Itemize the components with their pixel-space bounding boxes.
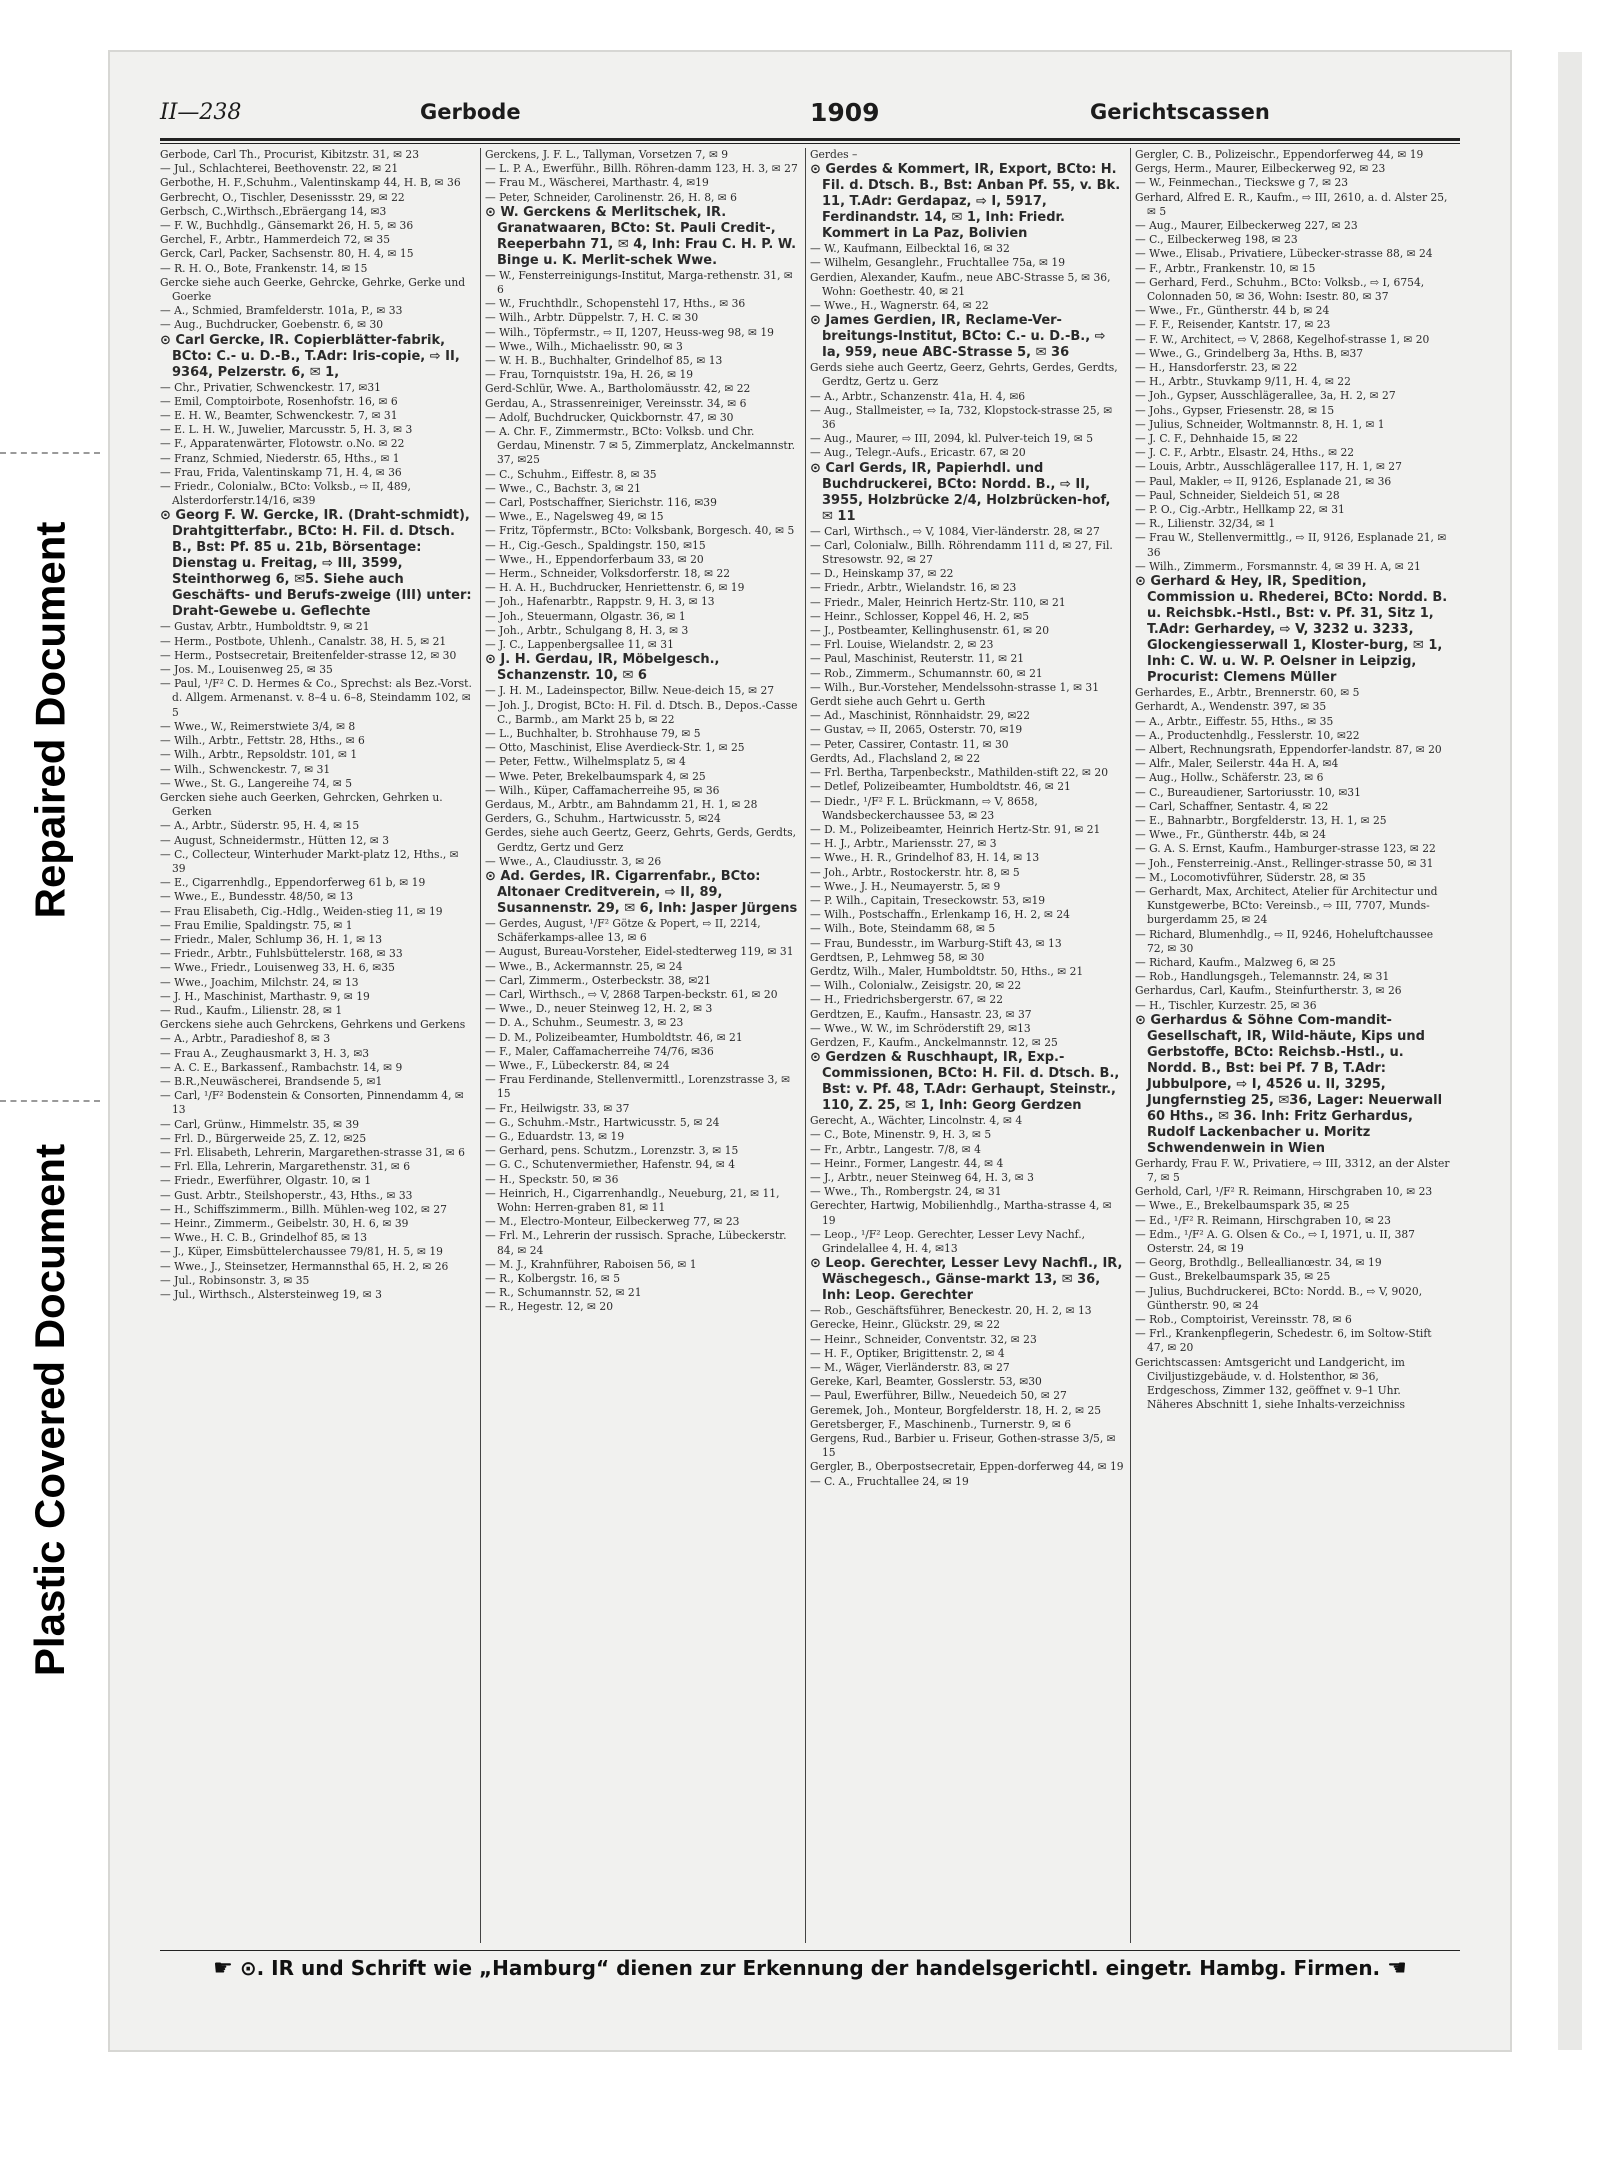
directory-entry: Gergens, Rud., Barbier u. Friseur, Gothen-strasse 3/5, ✉ 15 xyxy=(810,1432,1116,1460)
directory-entry: — Georg, Brothdlg., Belleallianœstr. 34, ✉ 19 xyxy=(1135,1256,1382,1270)
year-heading: 1909 xyxy=(810,98,880,127)
directory-entry: — Wwe., A., Claudiusstr. 3, ✉ 26 xyxy=(485,854,662,868)
directory-entry: Gergs, Herm., Maurer, Eilbeckerweg 92, ✉ 23 xyxy=(1135,162,1386,176)
directory-entry: — Wilh., Zimmerm., Forsmannstr. 4, ✉ 39 H. A, ✉ 21 xyxy=(1135,559,1421,573)
directory-entry: — Wwe., H., Wagnerstr. 64, ✉ 22 xyxy=(810,299,989,313)
directory-entry: — Heinr., Former, Langestr. 44, ✉ 4 xyxy=(810,1156,1004,1170)
directory-entry: — C., Bureaudiener, Sartoriusstr. 10, ✉31 xyxy=(1135,785,1361,799)
directory-entry: — Joh., Fensterreinig.-Anst., Rellinger-strasse 50, ✉ 31 xyxy=(1135,856,1434,870)
directory-entry: Gerdien, Alexander, Kaufm., neue ABC-Strasse 5, ✉ 36, Wohn: Goethestr. 40, ✉ 21 xyxy=(810,270,1111,298)
directory-entry: — Paul, Makler, ⇨ II, 9126, Esplanade 21, ✉ 36 xyxy=(1135,474,1392,488)
directory-entry: — Wwe., W. W., im Schröderstift 29, ✉13 xyxy=(810,1021,1031,1035)
directory-column-4 xyxy=(1135,148,1450,1943)
directory-entry: — H. A. H., Buchdrucker, Henriettenstr. 6, ✉ 19 xyxy=(485,581,745,595)
directory-entry: — Wilh., Töpfermstr., ⇨ II, 1207, Heuss-weg 98, ✉ 19 xyxy=(485,325,774,339)
directory-entry: Gereke, Karl, Beamter, Gosslerstr. 53, ✉30 xyxy=(810,1375,1042,1389)
directory-entry: — F., Arbtr., Frankenstr. 10, ✉ 15 xyxy=(1135,261,1316,275)
directory-entry: — Richard, Blumenhdlg., ⇨ II, 9246, Hoheluftchaussee 72, ✉ 30 xyxy=(1135,927,1434,955)
directory-entry: — Frau, Frida, Valentinskamp 71, H. 4, ✉ 36 xyxy=(160,465,402,479)
directory-entry: Geremek, Joh., Monteur, Borgfelderstr. 18, H. 2, ✉ 25 xyxy=(810,1403,1102,1417)
firm-entry: ⊙ Ad. Gerdes, IR. Cigarrenfabr., BCto: Altonaer Creditverein, ⇨ II, 89, Susannenstr. 29, ✉ 6, Inh: Jasper Jürgens xyxy=(485,868,798,916)
directory-entry: — H., Speckstr. 50, ✉ 36 xyxy=(485,1172,619,1186)
directory-entry: — F. W., Buchhdlg., Gänsemarkt 26, H. 5, ✉ 36 xyxy=(160,219,414,233)
directory-entry: — Chr., Privatier, Schwenckestr. 17, ✉31 xyxy=(160,380,381,394)
directory-entry: — Adolf, Buchdrucker, Quickbornstr. 47, ✉ 30 xyxy=(485,410,734,424)
directory-entry: Gerdau, A., Strassenreiniger, Vereinsstr. 34, ✉ 6 xyxy=(485,396,747,410)
directory-entry: — Carl, ¹/F² Bodenstein & Consorten, Pinnendamm 4, ✉ 13 xyxy=(160,1089,464,1117)
directory-entry: — H., Hansdorferstr. 23, ✉ 22 xyxy=(1135,361,1298,375)
firm-entry: ⊙ Gerhard & Hey, IR, Spedition, Commission u. Rhederei, BCto: Nordd. B. u. Reichsbk.-Hstl., Bst: v. Pf. 31, Sitz 1, T.Adr: Gerhardey, ⇨ V, 3232 u. 3233, Glockengiesserwall 1, Kloster-burg, ✉ 1, Inh: C. W. u. W. P. Oelsner in Leipzig, Procurist: Clemens Müller xyxy=(1135,574,1448,686)
directory-entry: Gerbrecht, O., Tischler, Desenissstr. 29, ✉ 22 xyxy=(160,190,405,204)
directory-entry: — August, Schneidermstr., Hütten 12, ✉ 3 xyxy=(160,833,390,847)
directory-entry: — E., Cigarrenhdlg., Eppendorferweg 61 b, ✉ 19 xyxy=(160,876,426,890)
directory-entry: — Wilh., Colonialw., Zeisigstr. 20, ✉ 22 xyxy=(810,979,1022,993)
plastic-covered-document-label: Plastic Covered Document xyxy=(26,1143,74,1677)
directory-entry: — A. Chr. F., Zimmermstr., BCto: Volksb. und Chr. Gerdau, Minenstr. 7 ✉ 5, Zimmerplatz, Anckelmannstr. 37, ✉25 xyxy=(485,425,796,467)
directory-entry: — G., Eduardstr. 13, ✉ 19 xyxy=(485,1129,625,1143)
directory-entry: — Frau Emilie, Spaldingstr. 75, ✉ 1 xyxy=(160,918,353,932)
directory-entry: — Otto, Maschinist, Elise Averdieck-Str. 1, ✉ 25 xyxy=(485,741,745,755)
directory-entry: Gerdzen, F., Kaufm., Anckelmannstr. 12, ✉ 25 xyxy=(810,1035,1058,1049)
directory-entry: — Wwe., D., neuer Steinweg 12, H. 2, ✉ 3 xyxy=(485,1002,713,1016)
directory-entry: — Wwe., J., Steinsetzer, Hermannsthal 65, H. 2, ✉ 26 xyxy=(160,1259,449,1273)
directory-entry: — F. W., Architect, ⇨ V, 2868, Kegelhof-strasse 1, ✉ 20 xyxy=(1135,332,1430,346)
directory-entry: — J., Küper, Eimsbüttelerchaussee 79/81, H. 5, ✉ 19 xyxy=(160,1245,443,1259)
directory-entry: — Wwe., Th., Rombergstr. 24, ✉ 31 xyxy=(810,1185,1002,1199)
directory-column-2 xyxy=(485,148,800,1943)
directory-entry: — Edm., ¹/F² A. G. Olsen & Co., ⇨ I, 1971, u. II, 387 Osterstr. 24, ✉ 19 xyxy=(1135,1227,1415,1255)
directory-entry: — Wwe., Friedr., Louisenweg 33, H. 6, ✉35 xyxy=(160,961,395,975)
directory-entry: — Rob., Handlungsgeh., Telemannstr. 24, ✉ 31 xyxy=(1135,970,1390,984)
directory-entry: — Paul, Ewerführer, Billw., Neuedeich 50, ✉ 27 xyxy=(810,1389,1067,1403)
directory-entry: — L. P. A., Ewerführ., Billh. Röhren-damm 123, H. 3, ✉ 27 xyxy=(485,162,798,176)
directory-entry: — G. C., Schutenvermiether, Hafenstr. 94, ✉ 4 xyxy=(485,1158,736,1172)
directory-entry: — Wwe., Elisab., Privatiere, Lübecker-strasse 88, ✉ 24 xyxy=(1135,247,1433,261)
directory-entry: — G., Schuhm.-Mstr., Hartwicusstr. 5, ✉ 24 xyxy=(485,1115,720,1129)
directory-entry: — Aug., Stallmeister, ⇨ Ia, 732, Klopstock-strasse 25, ✉ 36 xyxy=(810,403,1113,432)
directory-entry: — A., Arbtr., Paradieshof 8, ✉ 3 xyxy=(160,1032,331,1046)
directory-entry: — M. J., Krahnführer, Raboisen 56, ✉ 1 xyxy=(485,1257,697,1271)
directory-entry: — H., Schiffszimmerm., Billh. Mühlen-weg 102, ✉ 27 xyxy=(160,1202,447,1216)
directory-entry: — H. F., Optiker, Brigittenstr. 2, ✉ 4 xyxy=(810,1346,1005,1360)
directory-entry: Gerichtscassen: Amtsgericht und Landgericht, im Civiljustizgebäude, v. d. Holstenthor, ✉ 36, Erdgeschoss, Zimmer 132, geöffnet v. 9–1 Uhr. Näheres Abschnitt 1, siehe Inhalts-verzeichniss xyxy=(1135,1355,1406,1412)
directory-entry: — D. M., Polizeibeamter, Humboldtstr. 46, ✉ 21 xyxy=(485,1030,743,1044)
directory-entry: — Wwe., H. C. B., Grindelhof 85, ✉ 13 xyxy=(160,1231,368,1245)
firm-entry: ⊙ Gerhardus & Söhne Com-mandit-Gesellschaft, IR, Wild-häute, Kips und Gerbstoffe, BCto: Reichsb.-Hstl., u. Nordd. B., Bst: bei Pf. 7 B, T.Adr: Jubbulpore, ⇨ I, 4526 u. II, 3295, Jungfernstieg 25, ✉36, Lager: Neuerwall 60 Hths., ✉ 36. Inh: Fritz Gerhardus, Rudolf Lackenbacher u. Moritz Schwendenwein in Wien xyxy=(1135,1012,1443,1156)
directory-entry: — Aug., Telegr.-Aufs., Ericastr. 67, ✉ 20 xyxy=(810,446,1026,460)
firm-entry: ⊙ James Gerdien, IR, Reclame-Ver-breitungs-Institut, BCto: C.- u. D.-B., ⇨ Ia, 959, neue ABC-Strasse 5, ✉ 36 xyxy=(810,313,1106,361)
directory-entry: — Frl. M., Lehrerin der russisch. Sprache, Lübeckerstr. 84, ✉ 24 xyxy=(485,1229,787,1257)
directory-entry: Gerckens siehe auch Gehrckens, Gehrkens und Gerkens xyxy=(160,1018,466,1032)
directory-entry: Gerdt siehe auch Gehrt u. Gerth xyxy=(810,695,986,709)
directory-entry: Gerck, Carl, Packer, Sachsenstr. 80, H. 4, ✉ 15 xyxy=(160,247,414,261)
directory-entry: Gerhardt, A., Wendenstr. 397, ✉ 35 xyxy=(1135,700,1327,714)
directory-entry: — R., Lilienstr. 32/34, ✉ 1 xyxy=(1135,517,1276,531)
directory-entry: — Carl, Wirthsch., ⇨ V, 1084, Vier-länderstr. 28, ✉ 27 xyxy=(810,524,1100,538)
directory-entry: — Albert, Rechnungsrath, Eppendorfer-landstr. 87, ✉ 20 xyxy=(1135,742,1442,756)
directory-entry: — Aug., Hollw., Schäferstr. 23, ✉ 6 xyxy=(1135,771,1324,785)
directory-entry: — Aug., Maurer, ⇨ III, 2094, kl. Pulver-teich 19, ✉ 5 xyxy=(810,432,1093,446)
directory-entry: — Wwe., B., Ackermannstr. 25, ✉ 24 xyxy=(485,959,683,973)
directory-entry: — Jul., Wirthsch., Alstersteinweg 19, ✉ 3 xyxy=(160,1288,382,1302)
directory-entry: — H., Cig.-Gesch., Spaldingstr. 150, ✉15 xyxy=(485,538,706,552)
directory-entry: — Richard, Kaufm., Malzweg 6, ✉ 25 xyxy=(1135,955,1336,969)
directory-entry: — Friedr., Colonialw., BCto: Volksb., ⇨ II, 489, Alsterdorferstr.14/16, ✉39 xyxy=(160,480,411,508)
directory-entry: — Frl. Ella, Lehrerin, Margarethenstr. 31, ✉ 6 xyxy=(160,1160,411,1174)
firm-entry: ⊙ Carl Gercke, IR. Copierblätter-fabrik, BCto: C.- u. D.-B., T.Adr: Iris-copie, ⇨ II, 9364, Pelzerstr. 6, ✉ 1, xyxy=(160,332,460,380)
directory-entry: — B.R.,Neuwäscherei, Brandsende 5, ✉1 xyxy=(160,1074,383,1088)
directory-entry: — Heinrich, H., Cigarrenhandlg., Neueburg, 21, ✉ 11, Wohn: Herren-graben 81, ✉ 11 xyxy=(485,1186,780,1214)
directory-entry: Gerckens, J. F. L., Tallyman, Vorsetzen 7, ✉ 9 xyxy=(485,148,729,161)
directory-entry: Gerdtzen, E., Kaufm., Hansastr. 23, ✉ 37 xyxy=(810,1007,1032,1021)
directory-column-3 xyxy=(810,148,1125,1943)
directory-entry: — Wwe., St. G., Langereihe 74, ✉ 5 xyxy=(160,776,353,790)
directory-entry: — Carl, Wirthsch., ⇨ V, 2868 Tarpen-beckstr. 61, ✉ 20 xyxy=(485,987,778,1001)
right-running-head: Gerichtscassen xyxy=(1090,100,1270,124)
directory-entry: — J., Postbeamter, Kellinghusenstr. 61, ✉ 20 xyxy=(810,624,1050,638)
directory-entry: — Aug., Maurer, Eilbeckerweg 227, ✉ 23 xyxy=(1135,219,1358,233)
directory-entry: — Wwe., J. H., Neumayerstr. 5, ✉ 9 xyxy=(810,879,1001,893)
directory-entry: — Wwe., C., Bachstr. 3, ✉ 21 xyxy=(485,481,641,495)
directory-entry: — Wwe., H., Eppendorferbaum 33, ✉ 20 xyxy=(485,552,704,566)
directory-entry: — Wilh., Schwenckestr. 7, ✉ 31 xyxy=(160,762,331,776)
directory-entry: — Fritz, Töpfermstr., BCto: Volksbank, Borgesch. 40, ✉ 5 xyxy=(485,524,795,538)
directory-entry: — Wilh., Arbtr., Fettstr. 28, Hths., ✉ 6 xyxy=(160,734,365,748)
directory-entry: Gerdtsen, P., Lehmweg 58, ✉ 30 xyxy=(810,950,985,964)
page-fold-mark xyxy=(0,452,100,454)
directory-entry: — E. H. W., Beamter, Schwenckestr. 7, ✉ 31 xyxy=(160,409,398,423)
directory-entry: — H., Tischler, Kurzestr. 25, ✉ 36 xyxy=(1135,998,1317,1012)
directory-entry: — Carl, Grünw., Himmelstr. 35, ✉ 39 xyxy=(160,1117,360,1131)
column-divider xyxy=(805,148,806,1943)
page-number: II—238 xyxy=(160,100,242,125)
directory-entry: — Detlef, Polizeibeamter, Humboldtstr. 46, ✉ 21 xyxy=(810,780,1071,794)
directory-entry: — Wwe., H. R., Grindelhof 83, H. 14, ✉ 13 xyxy=(810,851,1040,865)
pointing-hand-left-icon: ☚ xyxy=(1387,1956,1407,1981)
column-divider xyxy=(1130,148,1131,1943)
directory-entry: — Jos. M., Louisenweg 25, ✉ 35 xyxy=(160,663,333,677)
directory-entry: — P. Wilh., Capitain, Treseckowstr. 53, ✉19 xyxy=(810,893,1046,907)
directory-entry: Gerecht, A., Wächter, Lincolnstr. 4, ✉ 4 xyxy=(810,1114,1023,1128)
directory-entry: — Peter, Cassirer, Contastr. 11, ✉ 30 xyxy=(810,737,1009,751)
directory-entry: — W., Feinmechan., Tieckswe g 7, ✉ 23 xyxy=(1135,176,1349,190)
directory-entry: Gerecke, Heinr., Glückstr. 29, ✉ 22 xyxy=(810,1318,1001,1332)
directory-entry: — Louis, Arbtr., Ausschlägerallee 117, H. 1, ✉ 27 xyxy=(1135,460,1402,474)
directory-entry: — Friedr., Arbtr., Fuhlsbüttelerstr. 168, ✉ 33 xyxy=(160,947,403,961)
directory-entry: — W., Kaufmann, Eilbecktal 16, ✉ 32 xyxy=(810,242,1010,256)
directory-column-1 xyxy=(160,148,475,1943)
directory-entry: — Julius, Schneider, Woltmannstr. 8, H. 1, ✉ 1 xyxy=(1135,417,1385,431)
directory-entry: — J. H., Maschinist, Marthastr. 9, ✉ 19 xyxy=(160,989,370,1003)
directory-entry: Gerdtz, Wilh., Maler, Humboldtstr. 50, Hths., ✉ 21 xyxy=(810,964,1084,978)
directory-entry: — C. A., Fruchtallee 24, ✉ 19 xyxy=(810,1474,969,1488)
directory-entry: — Paul, ¹/F² C. D. Hermes & Co., Sprechst: als Bez.-Vorst. d. Allgem. Armenanst. v. 8–4 u. 6–8, Steindamm 102, ✉5 xyxy=(160,677,472,719)
directory-entry: — Carl, Postschaffner, Sierichstr. 116, ✉39 xyxy=(485,496,717,510)
directory-entry: — J., Arbtr., neuer Steinweg 64, H. 3, ✉ 3 xyxy=(810,1170,1034,1184)
page-fold-mark xyxy=(0,1100,100,1102)
footer-note: ⊙. IR und Schrift wie „Hamburg“ dienen zur Erkennung der handelsgerichtl. eingetr. Hambg. Firmen. xyxy=(239,1956,1381,1980)
directory-entry: — Julius, Buchdruckerei, BCto: Nordd. B., ⇨ V, 9020, Güntherstr. 90, ✉ 24 xyxy=(1135,1284,1423,1312)
directory-entry: — Joh., Gypser, Ausschlägerallee, 3a, H. 2, ✉ 27 xyxy=(1135,389,1396,403)
directory-entry: Gerhard, Alfred E. R., Kaufm., ⇨ III, 2610, a. d. Alster 25, ✉ 5 xyxy=(1135,190,1448,218)
directory-entry: — Emil, Comptoirbote, Rosenhofstr. 16, ✉ 6 xyxy=(160,394,398,408)
directory-entry: — Wwe., W., Reimerstwiete 3/4, ✉ 8 xyxy=(160,719,356,733)
directory-entry: — Paul, Schneider, Sieldeich 51, ✉ 28 xyxy=(1135,488,1340,502)
directory-entry: — R., Schumannstr. 52, ✉ 21 xyxy=(485,1286,642,1300)
directory-entry: — P. O., Cig.-Arbtr., Hellkamp 22, ✉ 31 xyxy=(1135,503,1345,517)
directory-entry: — Gerhard, pens. Schutzm., Lorenzstr. 3, ✉ 15 xyxy=(485,1144,739,1158)
directory-entry: — Johs., Gypser, Friesenstr. 28, ✉ 15 xyxy=(1135,403,1335,417)
directory-entry: — C., Schuhm., Eiffestr. 8, ✉ 35 xyxy=(485,467,657,481)
directory-entry: — Ed., ¹/F² R. Reimann, Hirschgraben 10, ✉ 23 xyxy=(1135,1213,1391,1227)
directory-entry: — Heinr., Zimmerm., Geibelstr. 30, H. 6, ✉ 39 xyxy=(160,1217,409,1230)
firm-entry: ⊙ Carl Gerds, IR, Papierhdl. und Buchdruckerei, BCto: Nordd. B., ⇨ II, 3955, Holzbrücke 2/4, Holzbrücken-hof, ✉ 11 xyxy=(810,460,1111,524)
directory-entry: — E., Bahnarbtr., Borgfelderstr. 13, H. 1, ✉ 25 xyxy=(1135,813,1387,827)
directory-entry: Gerbothe, H. F.,Schuhm., Valentinskamp 44, H. B, ✉ 36 xyxy=(160,176,461,190)
directory-entry: — Friedr., Ewerführer, Olgastr. 10, ✉ 1 xyxy=(160,1174,372,1188)
directory-entry: — A., Arbtr., Schanzenstr. 41a, H. 4, ✉6 xyxy=(810,389,1026,403)
directory-entry: — R., Hegestr. 12, ✉ 20 xyxy=(485,1300,613,1314)
directory-entry: — A., Productenhdlg., Fesslerstr. 10, ✉22 xyxy=(1135,728,1360,742)
directory-entry: — C., Eilbeckerweg 198, ✉ 23 xyxy=(1135,233,1298,247)
firm-entry: ⊙ Leop. Gerechter, Lesser Levy Nachfl., IR, Wäschegesch., Gänse-markt 13, ✉ 36, Inh: Leop. Gerechter xyxy=(810,1256,1123,1304)
directory-entry: — Carl, Colonialw., Billh. Röhrendamm 111 d, ✉ 27, Fil. Stresowstr. 92, ✉ 27 xyxy=(810,538,1113,567)
directory-entry: — Diedr., ¹/F² F. L. Brückmann, ⇨ V, 8658, Wandsbeckerchaussee 53, ✉ 23 xyxy=(810,794,1038,822)
directory-entry: — J. C. F., Dehnhaide 15, ✉ 22 xyxy=(1135,432,1299,446)
directory-entry: — Frau, Tornquiststr. 19a, H. 26, ✉ 19 xyxy=(485,368,694,382)
directory-entry: — H. J., Arbtr., Mariensstr. 27, ✉ 3 xyxy=(810,837,997,851)
directory-entry: — F., Maler, Caffamacherreihe 74/76, ✉36 xyxy=(485,1044,714,1058)
directory-entry: — Heinr., Schneider, Conventstr. 32, ✉ 23 xyxy=(810,1332,1037,1346)
firm-entry: ⊙ J. H. Gerdau, IR, Möbelgesch., Schanzenstr. 10, ✉ 6 xyxy=(485,652,720,684)
directory-entry: Gercke siehe auch Geerke, Gehrcke, Gehrke, Gerke und Goerke xyxy=(160,275,466,304)
page-footer xyxy=(160,1956,1460,1986)
directory-entry: — Wwe., Wilh., Michaelisstr. 90, ✉ 3 xyxy=(485,339,683,353)
directory-entry: — Gerhardt, Max, Architect, Atelier für Architectur und Kunstgewerbe, BCto: Vereinsb., ⇨ III, 7707, Munds-burgerdamm 25, ✉ 24 xyxy=(1135,884,1438,927)
directory-entry: — G. A. S. Ernst, Kaufm., Hamburger-strasse 123, ✉ 22 xyxy=(1135,842,1436,856)
directory-entry: — Fr., Heilwigstr. 33, ✉ 37 xyxy=(485,1101,630,1115)
directory-entry: — Rob., Geschäftsführer, Beneckestr. 20, H. 2, ✉ 13 xyxy=(810,1304,1092,1318)
directory-entry: — Rob., Comptoirist, Vereinsstr. 78, ✉ 6 xyxy=(1135,1313,1352,1326)
directory-entry: — Wwe., E., Nagelsweg 49, ✉ 15 xyxy=(485,510,664,524)
directory-entry: Gerd-Schlür, Wwe. A., Bartholomäusstr. 42, ✉ 22 xyxy=(485,382,751,396)
directory-entry: Gerds siehe auch Geertz, Geerz, Gehrts, Gerdes, Gerdts, Gerdtz, Gertz u. Gerz xyxy=(810,361,1118,389)
directory-entry: — Wwe., E., Bundesstr. 48/50, ✉ 13 xyxy=(160,890,354,904)
directory-entry: — Friedr., Arbtr., Wielandstr. 16, ✉ 23 xyxy=(810,581,1017,595)
directory-entry: Gerdaus, M., Arbtr., am Bahndamm 21, H. 1, ✉ 28 xyxy=(485,797,758,811)
directory-entry: — W., Fensterreinigungs-Institut, Marga-rethenstr. 31, ✉ 6 xyxy=(485,268,793,297)
directory-entry: — A., Arbtr., Eiffestr. 55, Hths., ✉ 35 xyxy=(1135,714,1334,728)
directory-entry: — Herm., Schneider, Volksdorferstr. 18, ✉ 22 xyxy=(485,567,731,581)
header-rule-thin xyxy=(160,143,1460,144)
directory-entry: — Joh., Arbtr., Rostockerstr. htr. 8, ✉ 5 xyxy=(810,865,1020,879)
directory-entry: — J. C., Lappenbergsallee 11, ✉ 31 xyxy=(485,638,674,652)
directory-entry: — A., Schmied, Bramfelderstr. 101a, P., ✉ 33 xyxy=(160,304,403,318)
directory-entry: — Wilhelm, Gesanglehr., Fruchtallee 75a, ✉ 19 xyxy=(810,256,1066,270)
directory-entry: — Frau M., Wäscherei, Marthastr. 4, ✉19 xyxy=(485,176,709,190)
directory-entry: — Wilh., Bur.-Vorsteher, Mendelssohn-strasse 1, ✉ 31 xyxy=(810,680,1100,694)
directory-entry: — C., Collecteur, Winterhuder Markt-platz 12, Hths., ✉ 39 xyxy=(160,847,459,875)
directory-entry: — F. F., Reisender, Kantstr. 17, ✉ 23 xyxy=(1135,318,1331,332)
directory-entry: Gerhold, Carl, ¹/F² R. Reimann, Hirschgraben 10, ✉ 23 xyxy=(1135,1185,1433,1199)
directory-entry: — Wilh., Postschaffn., Erlenkamp 16, H. 2, ✉ 24 xyxy=(810,908,1070,922)
directory-entry: — Gerdes, August, ¹/F² Götze & Popert, ⇨ II, 2214, Schäferkamps-allee 13, ✉ 6 xyxy=(485,916,761,945)
directory-entry: — Rob., Zimmerm., Schumannstr. 60, ✉ 21 xyxy=(810,666,1043,680)
left-running-head: Gerbode xyxy=(420,100,521,124)
directory-entry: Gerdts, Ad., Flachsland 2, ✉ 22 xyxy=(810,751,981,765)
directory-entry: — Frau A., Zeughausmarkt 3, H. 3, ✉3 xyxy=(160,1046,370,1060)
directory-entry: — Frl., Krankenpflegerin, Schedestr. 6, im Soltow-Stift 47, ✉ 20 xyxy=(1135,1327,1432,1355)
directory-entry: — F., Apparatenwärter, Flotowstr. o.No. ✉ 22 xyxy=(160,437,405,451)
directory-entry: Gerhardes, E., Arbtr., Brennerstr. 60, ✉ 5 xyxy=(1135,686,1360,700)
directory-entry: — Carl, Zimmerm., Osterbeckstr. 38, ✉21 xyxy=(485,973,711,987)
directory-entry: — R. H. O., Bote, Frankenstr. 14, ✉ 15 xyxy=(160,261,368,275)
directory-entry: — A. C. E., Barkassenf., Rambachstr. 14, ✉ 9 xyxy=(160,1060,403,1074)
directory-entry: — M., Locomotivführer, Süderstr. 28, ✉ 35 xyxy=(1135,870,1366,884)
directory-entry: — Frl. Bertha, Tarpenbeckstr., Mathilden-stift 22, ✉ 20 xyxy=(810,766,1108,780)
directory-entry: — Wilh., Arbtr., Repsoldstr. 101, ✉ 1 xyxy=(160,748,358,762)
directory-entry: — E. L. H. W., Juwelier, Marcusstr. 5, H. 3, ✉ 3 xyxy=(160,423,413,437)
directory-entry: — Peter, Fettw., Wilhelmsplatz 5, ✉ 4 xyxy=(485,755,686,769)
directory-entry: — Frau, Bundesstr., im Warburg-Stift 43, ✉ 13 xyxy=(810,936,1062,950)
directory-entry: — W., Fruchthdlr., Schopenstehl 17, Hths., ✉ 36 xyxy=(485,297,746,311)
directory-entry: — Frau Ferdinande, Stellenvermittl., Lorenzstrasse 3, ✉ 15 xyxy=(485,1073,791,1101)
directory-entry: — Wilh., Bote, Steindamm 68, ✉ 5 xyxy=(810,922,996,936)
directory-entry: — Alfr., Maler, Seilerstr. 44a H. A, ✉4 xyxy=(1135,757,1339,771)
directory-entry: — Wwe., Joachim, Milchstr. 24, ✉ 13 xyxy=(160,975,359,989)
column-divider xyxy=(480,148,481,1943)
directory-entry: — Heinr., Schlosser, Koppel 46, H. 2, ✉5 xyxy=(810,609,1030,623)
directory-entry: Gerchel, F., Arbtr., Hammerdeich 72, ✉ 35 xyxy=(160,233,390,247)
directory-entry: Gerhardus, Carl, Kaufm., Steinfurtherstr. 3, ✉ 26 xyxy=(1135,984,1402,998)
directory-entry: — D. M., Polizeibeamter, Heinrich Hertz-Str. 91, ✉ 21 xyxy=(810,822,1101,836)
directory-entry: — Gust., Brekelbaumspark 35, ✉ 25 xyxy=(1135,1270,1331,1284)
header-rule xyxy=(160,138,1460,141)
directory-entry: Gerders, G., Schuhm., Hartwicusstr. 5, ✉24 xyxy=(485,812,721,826)
directory-entry: — Paul, Maschinist, Reuterstr. 11, ✉ 21 xyxy=(810,652,1025,666)
directory-entry: — Carl, Schaffner, Sentastr. 4, ✉ 22 xyxy=(1135,799,1329,813)
directory-entry: Gergler, C. B., Polizeischr., Eppendorferweg 44, ✉ 19 xyxy=(1135,148,1424,161)
directory-entry: — Herm., Postbote, Uhlenh., Canalstr. 38, H. 5, ✉ 21 xyxy=(160,634,447,648)
directory-entry: — Frau W., Stellenvermittlg., ⇨ II, 9126, Esplanade 21, ✉ 36 xyxy=(1135,531,1447,559)
directory-entry: — Wilh., Küper, Caffamacherreihe 95, ✉ 36 xyxy=(485,783,720,797)
directory-entry: — Jul., Schlachterei, Beethovenstr. 22, ✉ 21 xyxy=(160,162,399,176)
page-header xyxy=(160,92,1460,134)
directory-entry: — Gerhard, Ferd., Schuhm., BCto: Volksb., ⇨ I, 6754, Colonnaden 50, ✉ 36, Wohn: Isestr. 80, ✉ 37 xyxy=(1135,275,1425,304)
directory-entry: Gerbode, Carl Th., Procurist, Kibitzstr. 31, ✉ 23 xyxy=(160,148,420,161)
firm-entry: ⊙ Gerdes & Kommert, IR, Export, BCto: H. Fil. d. Dtsch. B., Bst: Anban Pf. 55, v. Bk. 11, T.Adr: Gerdapaz, ⇨ I, 5917, Ferdinandstr. 14, ✉ 1, Inh: Friedr. Kommert in La Paz, Bolivien xyxy=(810,162,1121,242)
directory-entry: Gerbsch, C.,Wirthsch.,Ebräergang 14, ✉3 xyxy=(160,204,387,218)
directory-entry: Geretsberger, F., Maschinenb., Turnerstr. 9, ✉ 6 xyxy=(810,1417,1072,1431)
directory-entry: — August, Bureau-Vorsteher, Eidel-stedterweg 119, ✉ 31 xyxy=(485,945,794,959)
directory-entry: — Gustav, Arbtr., Humboldtstr. 9, ✉ 21 xyxy=(160,620,370,634)
directory-entry: — Wwe., F., Lübeckerstr. 84, ✉ 24 xyxy=(485,1058,670,1072)
directory-entry: — Leop., ¹/F² Leop. Gerechter, Lesser Levy Nachf., Grindelallee 4, H. 4, ✉13 xyxy=(810,1227,1086,1255)
directory-entry: — Frl. Louise, Wielandstr. 2, ✉ 23 xyxy=(810,638,994,652)
footer-rule xyxy=(160,1950,1460,1951)
directory-entry: — Friedr., Maler, Heinrich Hertz-Str. 110, ✉ 21 xyxy=(810,595,1066,609)
directory-entry: Gerechter, Hartwig, Mobilienhdlg., Martha-strasse 4, ✉ 19 xyxy=(810,1199,1112,1227)
directory-entry: — W. H. B., Buchhalter, Grindelhof 85, ✉ 13 xyxy=(485,354,723,368)
directory-entry: — Franz, Schmied, Niederstr. 65, Hths., ✉ 1 xyxy=(160,451,400,465)
directory-entry: — Herm., Postsecretair, Breitenfelder-strasse 12, ✉ 30 xyxy=(160,648,457,662)
directory-entry: — Frl. D., Bürgerweide 25, Z. 12, ✉25 xyxy=(160,1131,367,1145)
directory-entry: Gercken siehe auch Geerken, Gehrcken, Gehrken u. Gerken xyxy=(160,790,443,819)
directory-entry: Gerhardy, Frau F. W., Privatiere, ⇨ III, 3312, an der Alster 7, ✉ 5 xyxy=(1135,1156,1450,1184)
directory-entry: — Wwe., Fr., Güntherstr. 44b, ✉ 24 xyxy=(1135,828,1326,842)
scanned-page xyxy=(110,52,1510,2050)
directory-entry: Gerdes, siehe auch Geertz, Geerz, Gehrts, Gerds, Gerdts, Gerdtz, Gertz und Gerz xyxy=(485,826,797,854)
directory-entry: — A., Arbtr., Süderstr. 95, H. 4, ✉ 15 xyxy=(160,819,360,833)
directory-entry: — L., Buchhalter, b. Strohhause 79, ✉ 5 xyxy=(485,726,701,740)
directory-entry: — Gust. Arbtr., Steilshoperstr., 43, Hths., ✉ 33 xyxy=(160,1188,413,1202)
directory-entry: Gerdes – xyxy=(810,148,858,161)
directory-entry: — R., Kolbergstr. 16, ✉ 5 xyxy=(485,1272,621,1286)
directory-entry: — Wwe., Fr., Güntherstr. 44 b, ✉ 24 xyxy=(1135,304,1330,318)
directory-entry: Gergler, B., Oberpostsecretair, Eppen-dorferweg 44, ✉ 19 xyxy=(810,1460,1124,1474)
directory-entry: — Friedr., Maler, Schlump 36, H. 1, ✉ 13 xyxy=(160,932,383,946)
directory-entry: — D. A., Schuhm., Seumestr. 3, ✉ 23 xyxy=(485,1016,684,1030)
directory-entry: — Wilh., Arbtr. Düppelstr. 7, H. C. ✉ 30 xyxy=(485,311,699,325)
directory-entry: — J. H. M., Ladeinspector, Billw. Neue-deich 15, ✉ 27 xyxy=(485,684,775,698)
directory-entry: — M., Wäger, Vierländerstr. 83, ✉ 27 xyxy=(810,1361,1010,1374)
directory-entry: — M., Electro-Monteur, Eilbeckerweg 77, ✉ 23 xyxy=(485,1215,740,1229)
directory-entry: — Gustav, ⇨ II, 2065, Osterstr. 70, ✉19 xyxy=(810,723,1023,737)
repaired-document-label: Repaired Document xyxy=(26,521,73,919)
directory-entry: — C., Bote, Minenstr. 9, H. 3, ✉ 5 xyxy=(810,1128,992,1142)
directory-entry: — Ad., Maschinist, Rönnhaidstr. 29, ✉22 xyxy=(810,709,1031,723)
firm-entry: ⊙ W. Gerckens & Merlitschek, IR. Granatwaaren, BCto: St. Pauli Credit-, Reeperbahn 71, ✉ 4, Inh: Frau C. H. P. W. Binge u. K. Merlit-schek Wwe. xyxy=(485,204,797,268)
firm-entry: ⊙ Gerdzen & Ruschhaupt, IR, Exp.-Commissionen, BCto: H. Fil. d. Dtsch. B., Bst: v. Pf. 48, T.Adr: Gerhaupt, Steinstr., 110, Z. 25, ✉ 1, Inh: Georg Gerdzen xyxy=(810,1050,1120,1114)
directory-entry: — Wwe. Peter, Brekelbaumspark 4, ✉ 25 xyxy=(485,769,706,783)
firm-entry: ⊙ Georg F. W. Gercke, IR. (Draht-schmidt), Drahtgitterfabr., BCto: H. Fil. d. Dtsch. B., Bst: Pf. 85 u. 21b, Börsentage: Dienstag u. Freitag, ⇨ III, 3599, Steinthorweg 6, ✉5. Siehe auch Geschäfts- und Berufs-zweige (III) unter: Draht-Gewebe u. Geflechte xyxy=(160,508,472,620)
pointing-hand-right-icon: ☛ xyxy=(213,1956,233,1981)
directory-entry: — Fr., Arbtr., Langestr. 7/8, ✉ 4 xyxy=(810,1142,981,1156)
directory-entry: — Joh., Hafenarbtr., Rappstr. 9, H. 3, ✉ 13 xyxy=(485,595,715,609)
directory-entry: — Joh., Arbtr., Schulgang 8, H. 3, ✉ 3 xyxy=(485,623,689,637)
directory-entry: — Frl. Elisabeth, Lehrerin, Margarethen-strasse 31, ✉ 6 xyxy=(160,1145,465,1159)
directory-entry: — Joh., Steuermann, Olgastr. 36, ✉ 1 xyxy=(485,609,686,623)
directory-entry: — Joh. J., Drogist, BCto: H. Fil. d. Dtsch. B., Depos.-Casse C., Barmb., am Markt 25 b, ✉ 22 xyxy=(485,698,798,726)
directory-entry: — Aug., Buchdrucker, Goebenstr. 6, ✉ 30 xyxy=(160,318,384,332)
directory-entry: — Frau Elisabeth, Cig.-Hdlg., Weiden-stieg 11, ✉ 19 xyxy=(160,904,443,918)
directory-entry: — Jul., Robinsonstr. 3, ✉ 35 xyxy=(160,1273,310,1287)
directory-entry: — H., Friedrichsbergerstr. 67, ✉ 22 xyxy=(810,993,1003,1007)
directory-entry: — H., Arbtr., Stuvkamp 9/11, H. 4, ✉ 22 xyxy=(1135,375,1351,389)
directory-entry: — Peter, Schneider, Carolinenstr. 26, H. 8, ✉ 6 xyxy=(485,190,737,204)
directory-entry: — Wwe., G., Grindelberg 3a, Hths. B, ✉37 xyxy=(1135,346,1364,360)
directory-entry: — Wwe., E., Brekelbaumspark 35, ✉ 25 xyxy=(1135,1199,1350,1213)
directory-entry: — Rud., Kaufm., Lilienstr. 28, ✉ 1 xyxy=(160,1003,343,1017)
directory-entry: — J. C. F., Arbtr., Elsastr. 24, Hths., ✉ 22 xyxy=(1135,446,1355,460)
page-edge xyxy=(1558,52,1582,2050)
directory-entry: — D., Heinskamp 37, ✉ 22 xyxy=(810,567,954,581)
